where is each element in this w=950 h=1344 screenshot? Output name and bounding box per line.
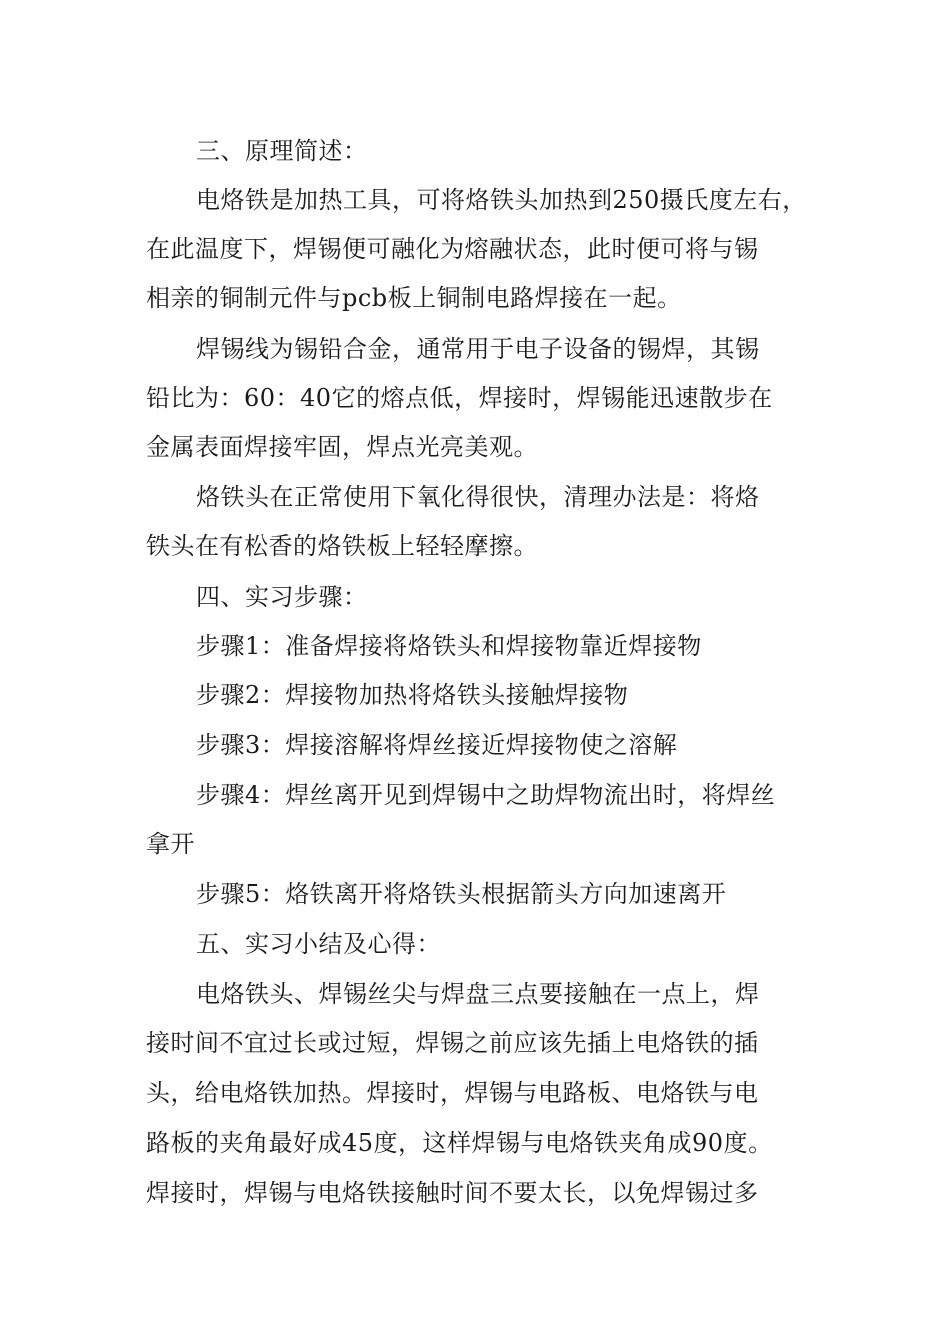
paragraph-line: 接时间不宜过长或过短，焊锡之前应该先插上电烙铁的插 [146,1029,759,1057]
step-line: 步骤3：焊接溶解将焊丝接近焊接物使之溶解 [196,731,678,759]
paragraph-line: 电烙铁头、焊锡丝尖与焊盘三点要接触在一点上，焊 [196,980,760,1008]
step-line: 步骤4：焊丝离开见到焊锡中之助焊物流出时，将焊丝 [196,781,776,809]
step-line: 拿开 [146,830,195,858]
paragraph-line: 铁头在有松香的烙铁板上轻轻摩擦。 [146,532,538,560]
paragraph-line: 头，给电烙铁加热。焊接时，焊锡与电路板、电烙铁与电 [146,1079,759,1107]
section-heading: 三、原理简述： [196,137,368,165]
section-heading: 四、实习步骤： [196,583,368,611]
step-line: 步骤5：烙铁离开将烙铁头根据箭头方向加速离开 [196,880,727,908]
step-line: 步骤2：焊接物加热将烙铁头接触焊接物 [196,681,629,709]
paragraph-line: 电烙铁是加热工具，可将烙铁头加热到250摄氏度左右， [196,186,807,214]
step-line: 步骤1：准备焊接将烙铁头和焊接物靠近焊接物 [196,632,702,660]
paragraph-line: 在此温度下，焊锡便可融化为熔融状态，此时便可将与锡 [146,235,759,263]
paragraph-line: 路板的夹角最好成45度，这样焊锡与电烙铁夹角成90度。 [146,1129,773,1157]
paragraph-line: 烙铁头在正常使用下氧化得很快，清理办法是：将烙 [196,483,760,511]
paragraph-line: 焊锡线为锡铅合金，通常用于电子设备的锡焊，其锡 [196,335,760,363]
paragraph-line: 金属表面焊接牢固，焊点光亮美观。 [146,433,538,461]
paragraph-line: 铅比为：60：40它的熔点低，焊接时，焊锡能迅速散步在 [146,384,773,412]
paragraph-line: 焊接时，焊锡与电烙铁接触时间不要太长，以免焊锡过多 [146,1179,759,1207]
section-heading: 五、实习小结及心得： [196,930,441,958]
paragraph-line: 相亲的铜制元件与pcb板上铜制电路焊接在一起。 [146,284,682,312]
